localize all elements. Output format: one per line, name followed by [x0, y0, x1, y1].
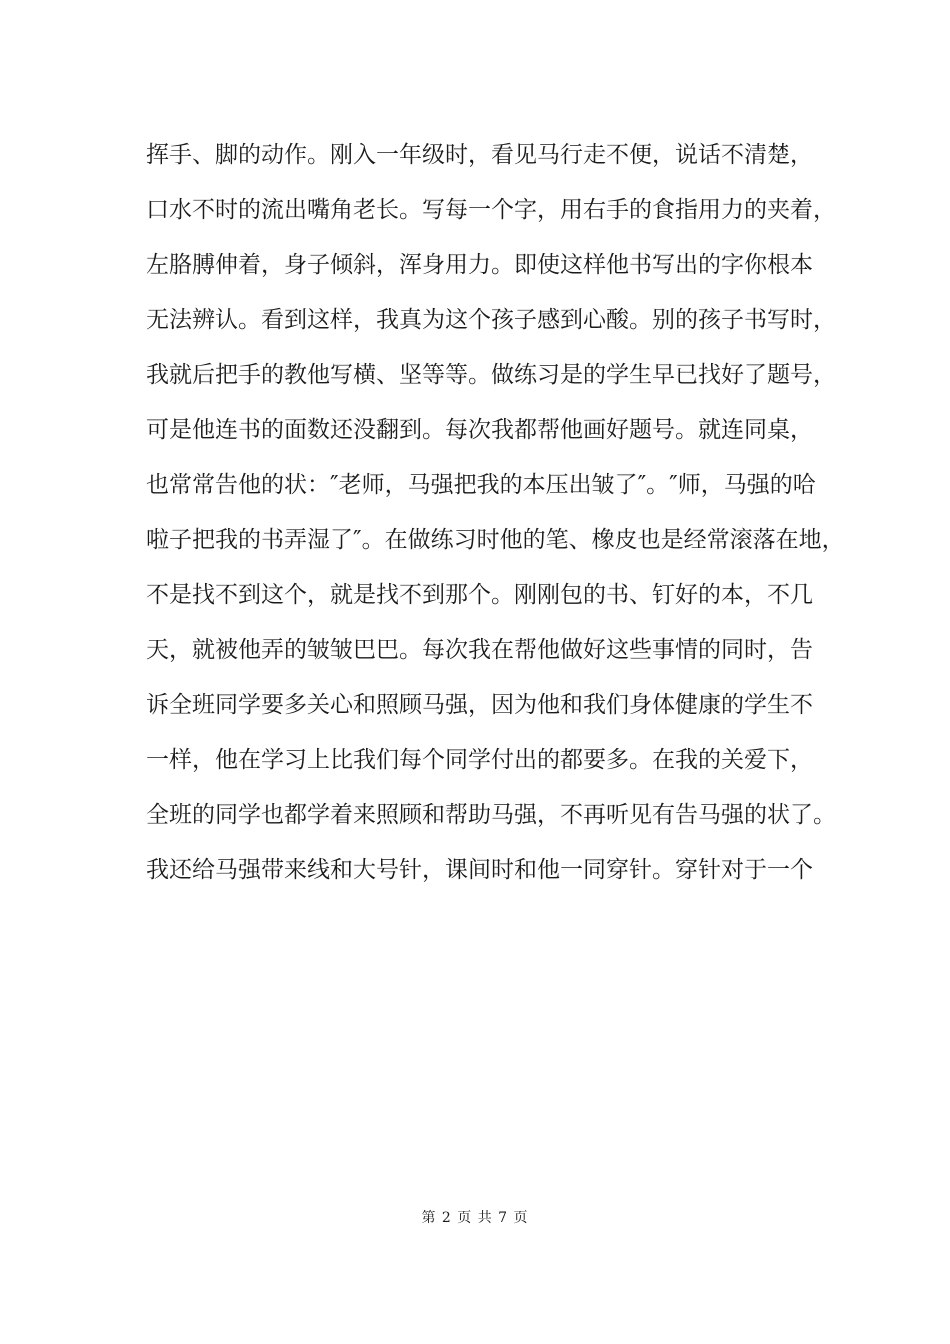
page-footer [0, 1207, 950, 1227]
text-line-11: 诉全班同学要多关心和照顾马强，因为他和我们身体健康的学生不 [146, 692, 813, 718]
text-line-6: 可是他连书的面数还没翻到。每次我都帮他画好题号。就连同桌， [146, 417, 813, 443]
text-line-4: 无法辨认。看到这样，我真为这个孩子感到心酸。别的孩子书写时， [146, 307, 836, 333]
text-line-3: 左胳膊伸着，身子倾斜，浑身用力。即使这样他书写出的字你根本 [146, 252, 813, 278]
text-line-13: 全班的同学也都学着来照顾和帮助马强，不再听见有告马强的状了。 [146, 802, 836, 828]
text-line-2: 口水不时的流出嘴角老长。写每一个字，用右手的食指用力的夹着， [146, 197, 836, 223]
text-line-9: 不是找不到这个，就是找不到那个。刚刚包的书、钉好的本，不几 [146, 582, 813, 608]
body-text [146, 135, 845, 905]
page-number: 第 2 页 共 7 页 [421, 1210, 529, 1226]
text-line-7: 也常常告他的状：″老师，马强把我的本压出皱了″。″师，马强的哈 [146, 472, 816, 498]
text-line-12: 一样，他在学习上比我们每个同学付出的都要多。在我的关爱下， [146, 747, 813, 773]
text-line-10: 天，就被他弄的皱皱巴巴。每次我在帮他做好这些事情的同时，告 [146, 637, 813, 663]
text-line-1: 挥手、脚的动作。刚入一年级时，看见马行走不便，说话不清楚， [146, 142, 813, 168]
text-line-5: 我就后把手的教他写横、坚等等。做练习是的学生早已找好了题号， [146, 362, 836, 388]
text-line-8: 啦子把我的书弄湿了″。在做练习时他的笔、橡皮也是经常滚落在地， [146, 527, 845, 553]
text-line-14: 我还给马强带来线和大号针，课间时和他一同穿针。穿针对于一个 [146, 857, 813, 883]
